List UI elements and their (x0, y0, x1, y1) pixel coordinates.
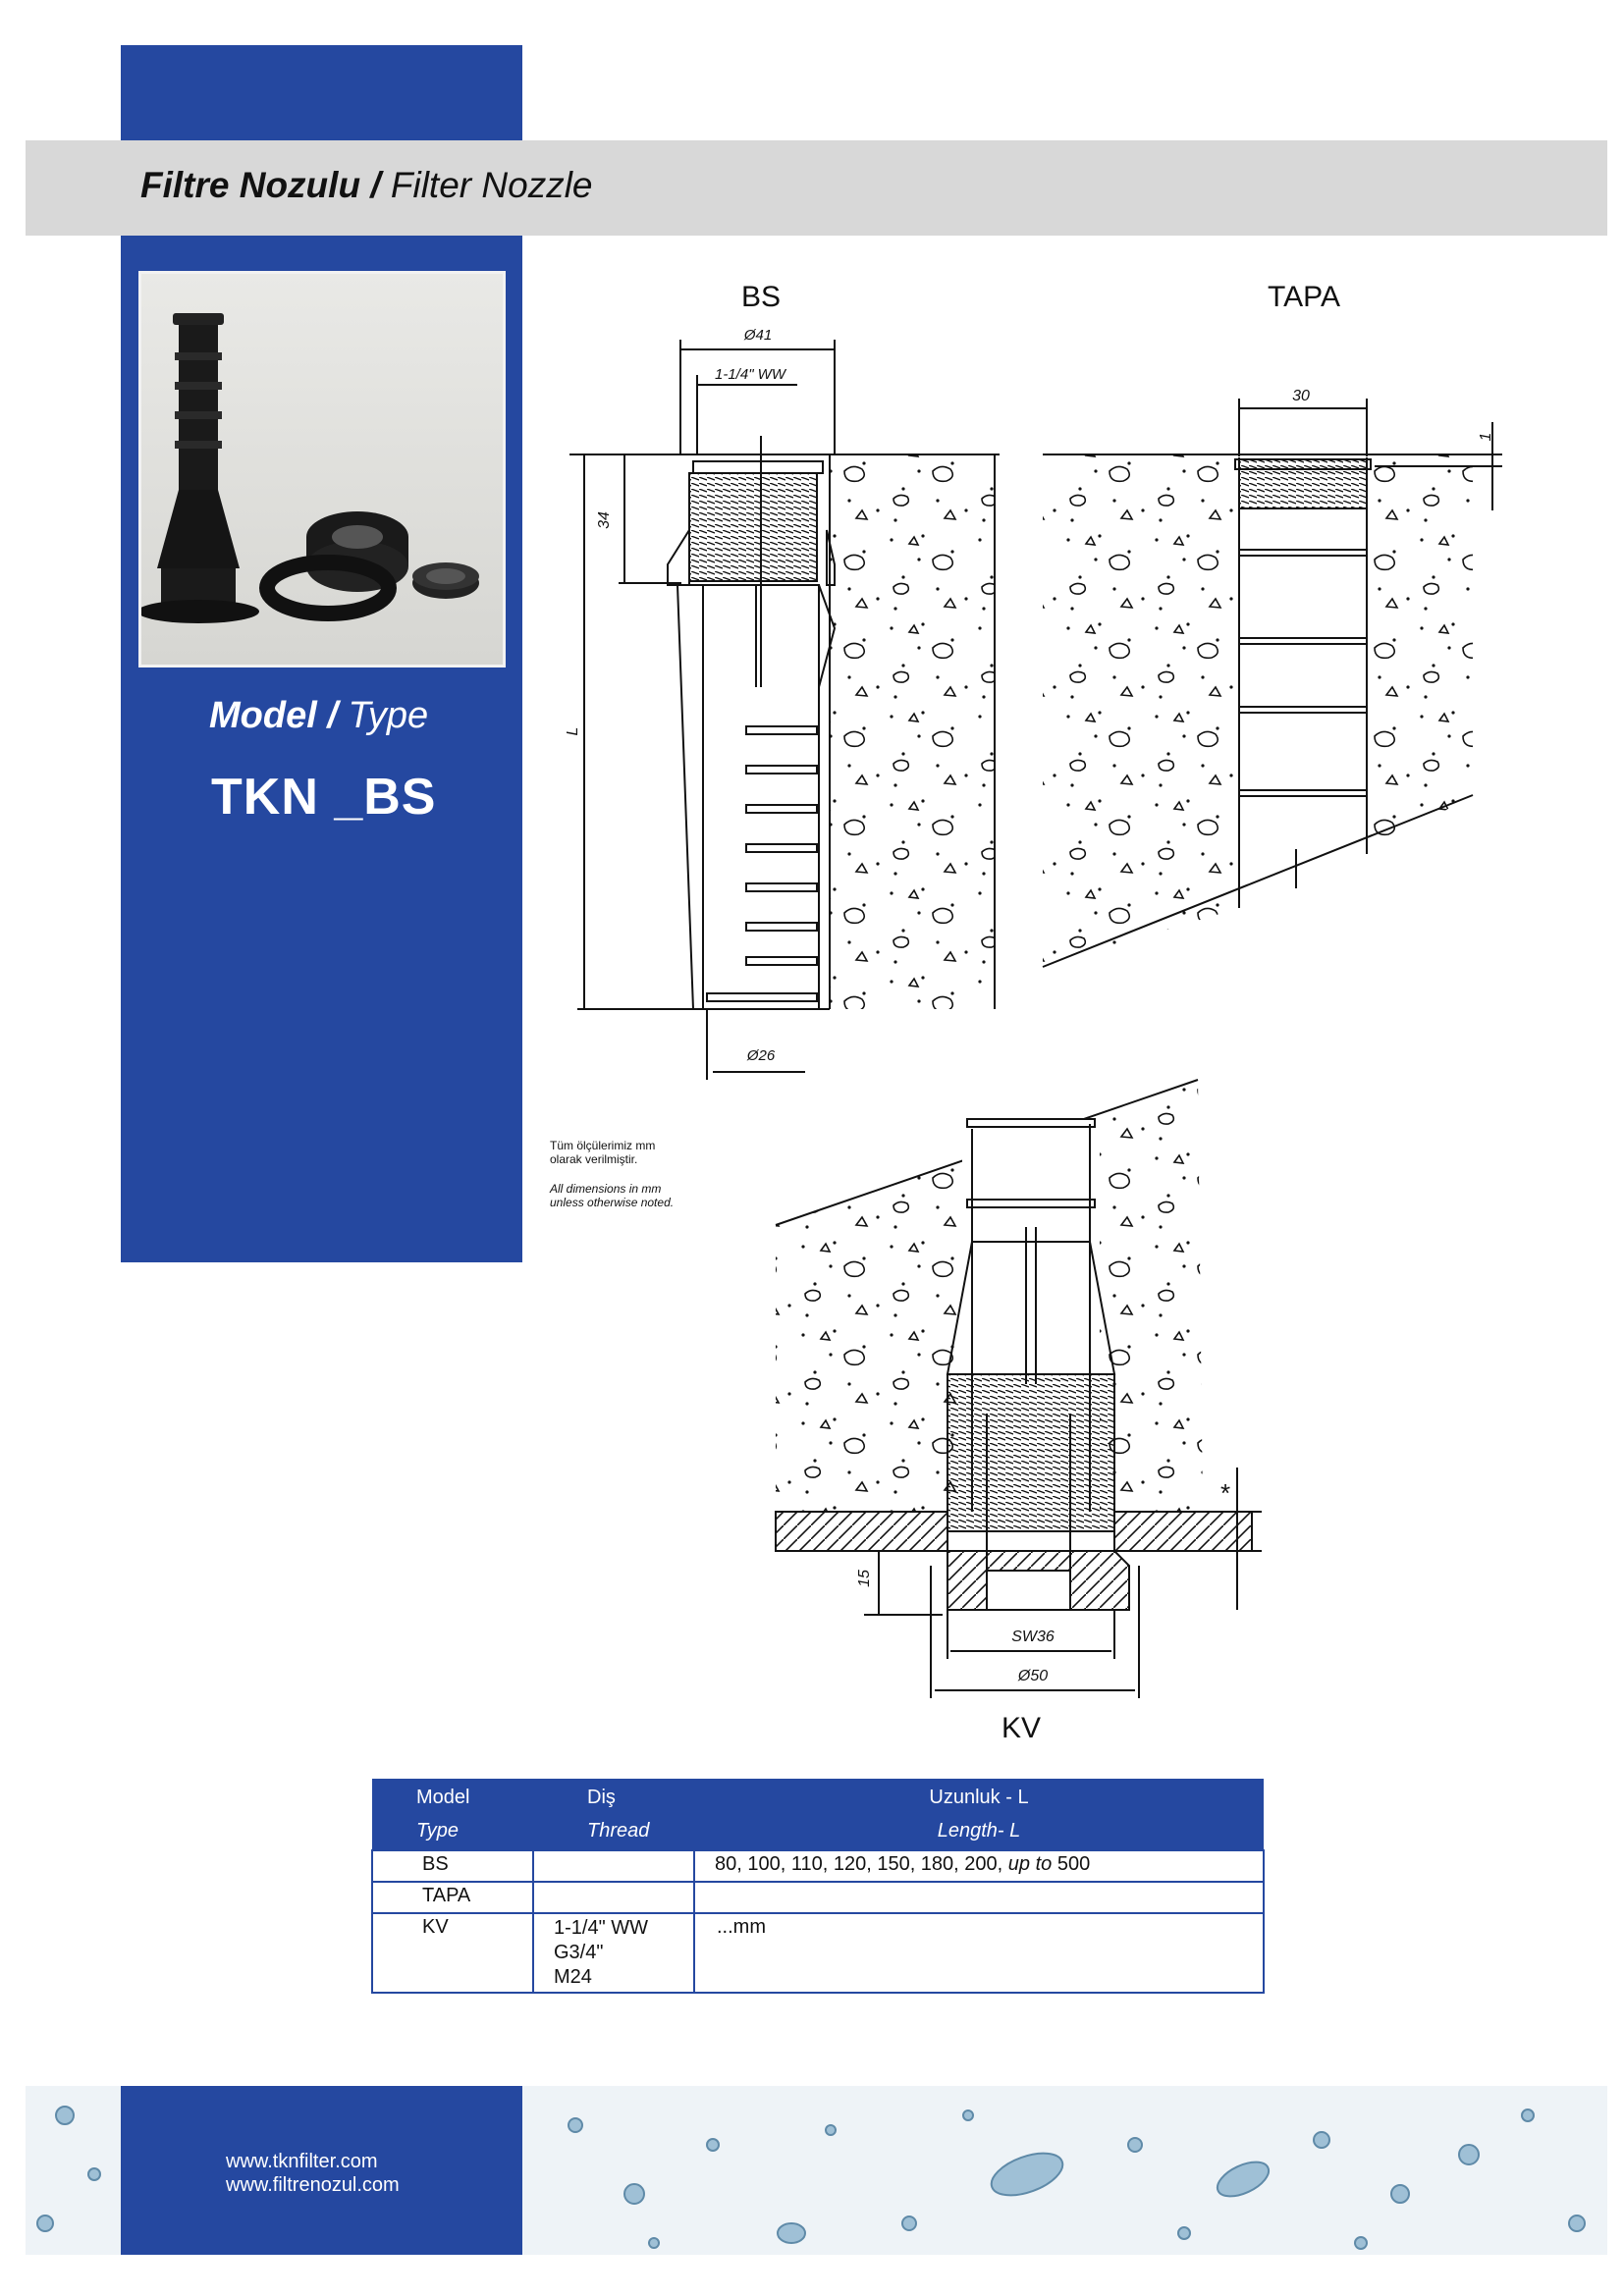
title-en: Filter Nozzle (390, 165, 593, 205)
note-en-2: unless otherwise noted. (550, 1196, 675, 1209)
table-header: Uzunluk - L (694, 1779, 1264, 1816)
table-row (372, 1913, 1264, 1993)
url-filtrenozul[interactable]: www.filtrenozul.com (226, 2174, 400, 2196)
kv-dim-50: Ø50 (1017, 1668, 1049, 1684)
bs-dim-thread: 1-1/4" WW (715, 366, 785, 383)
kv-star: * (1219, 1478, 1231, 1508)
bs-label: BS (740, 281, 782, 313)
spec-table (371, 1779, 1265, 1994)
model-label-tr: Model / (209, 695, 338, 736)
table-cell-model: TAPA (372, 1882, 533, 1913)
url-tknfilter[interactable]: www.tknfilter.com (226, 2151, 378, 2172)
nozzle-photo-illustration (141, 274, 503, 665)
tapa-label: TAPA (1268, 281, 1340, 313)
table-subheader: Type (372, 1816, 533, 1850)
kv-label: KV (1001, 1712, 1042, 1744)
table-header: Model (372, 1779, 533, 1816)
thread-option: G3/4" (554, 1942, 604, 1963)
note-en-1: All dimensions in mm (550, 1182, 662, 1196)
bs-dim-outer: Ø41 (743, 327, 773, 344)
bs-dim-inner: Ø26 (746, 1047, 776, 1064)
table-header-row (372, 1779, 1264, 1816)
thread-option: M24 (554, 1966, 592, 1988)
tapa-dim-1: 1 (1478, 432, 1494, 442)
table-subheader-row (372, 1816, 1264, 1850)
table-cell-model: BS (372, 1850, 533, 1882)
dimension-note (550, 1139, 746, 1225)
model-label-en: Type (348, 695, 429, 736)
table-cell-thread (533, 1850, 694, 1882)
table-row (372, 1850, 1264, 1882)
note-tr-1: Tüm ölçülerimiz mm (550, 1139, 656, 1152)
table-cell-model: KV (372, 1913, 533, 1993)
model-label (209, 695, 428, 737)
table-cell-length (694, 1850, 1264, 1882)
table-cell-length: ...mm (694, 1913, 1264, 1993)
note-tr-2: olarak verilmiştir. (550, 1152, 638, 1166)
table-row (372, 1882, 1264, 1913)
product-photo (138, 271, 506, 667)
length-upto: up to (1007, 1853, 1053, 1875)
thread-option: 1-1/4" WW (554, 1917, 648, 1939)
bs-dim-34: 34 (596, 511, 613, 529)
footer-urls (226, 2150, 400, 2197)
table-cell-length (694, 1882, 1264, 1913)
table-subheader: Length- L (694, 1816, 1264, 1850)
model-type: TKN _BS (211, 769, 437, 826)
length-max: 500 (1056, 1853, 1091, 1875)
length-values: 80, 100, 110, 120, 150, 180, 200, (715, 1853, 1003, 1875)
tapa-dim-30: 30 (1292, 388, 1310, 404)
title-tr: Filtre Nozulu / (140, 165, 381, 205)
kv-dim-sw: SW36 (1011, 1629, 1055, 1645)
bs-dim-l: L (565, 726, 581, 736)
table-subheader: Thread (533, 1816, 694, 1850)
technical-drawing (530, 265, 1512, 1757)
kv-dim-15: 15 (856, 1570, 873, 1587)
table-cell-thread (533, 1913, 694, 1993)
page-title (140, 165, 593, 206)
table-cell-thread (533, 1882, 694, 1913)
table-header: Diş (533, 1779, 694, 1816)
